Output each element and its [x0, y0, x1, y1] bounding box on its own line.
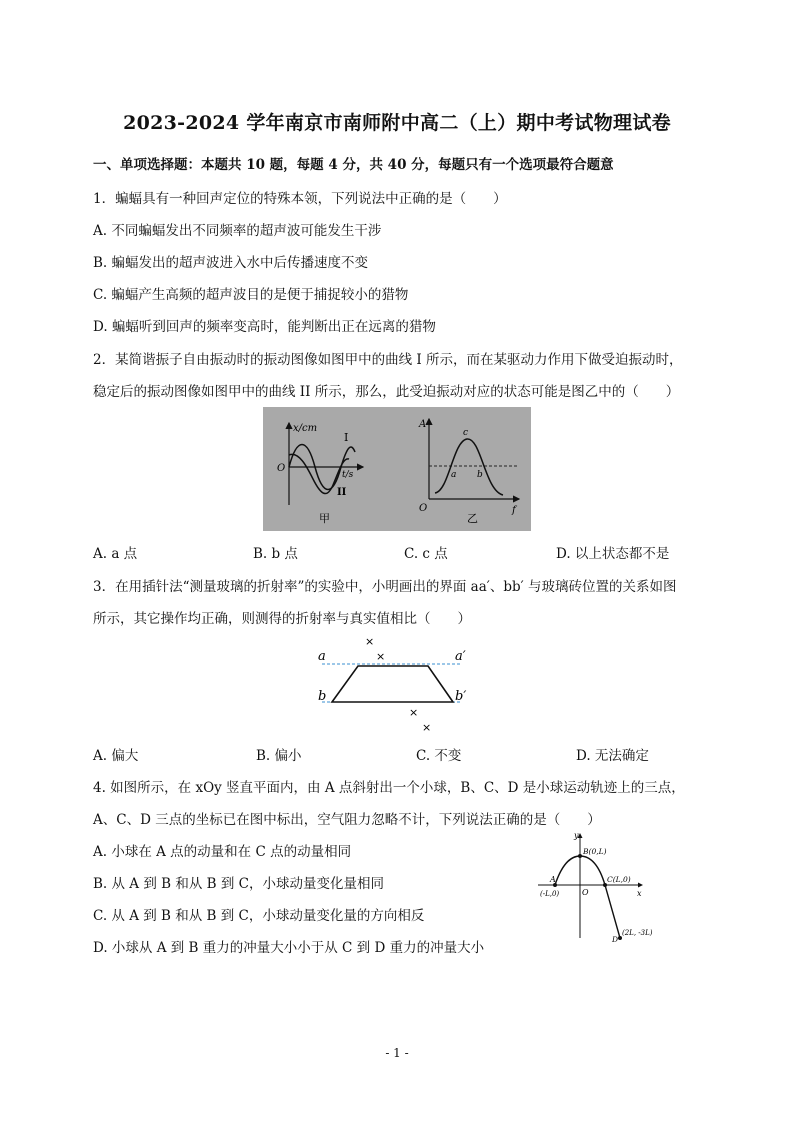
label-a-prime: a′	[455, 649, 466, 664]
yi-origin: O	[419, 503, 428, 514]
label-a: a	[318, 649, 326, 664]
q1-option-d: D. 蝙蝠听到回声的频率变高时，能判断出正在远离的猎物	[93, 319, 436, 335]
q2-option-a: A. a 点	[93, 546, 138, 562]
pin-4: ×	[422, 721, 432, 734]
q4-option-a: A. 小球在 A 点的动量和在 C 点的动量相同	[93, 844, 352, 860]
axis-x-label: x	[637, 889, 642, 898]
graph-yi	[418, 419, 519, 525]
point-a-coord: (-L,0)	[540, 890, 560, 898]
q2-stem-line1: 2．某简谐振子自由振动时的振动图像如图甲中的曲线 I 所示，而在某驱动力作用下做受迫振动时，	[93, 352, 683, 368]
yi-point-b: b	[477, 470, 483, 480]
q3-option-c: C. 不变	[416, 748, 462, 764]
jia-xlabel: t/s	[342, 470, 354, 480]
q1-stem: 1．蝙蝠具有一种回声定位的特殊本领，下列说法中正确的是（ ）	[93, 191, 507, 207]
glass-brick	[332, 666, 453, 702]
jia-label-ii: II	[337, 487, 347, 498]
q4-option-c: C. 从 A 到 B 和从 B 到 C，小球动量变化量的方向相反	[93, 908, 425, 924]
q1-option-b: B. 蝙蝠发出的超声波进入水中后传播速度不变	[93, 255, 369, 271]
yi-point-a: a	[451, 470, 457, 480]
q3-stem-line2: 所示，其它操作均正确，则测得的折射率与真实值相比（ ）	[93, 611, 471, 627]
jia-label-i: I	[344, 431, 349, 444]
q2-stem-line2: 稳定后的振动图像如图甲中的曲线 II 所示，那么，此受迫振动对应的状态可能是图乙中的（ ）	[93, 384, 680, 400]
q4-stem-line1: 4. 如图所示，在 xOy 竖直平面内，由 A 点斜射出一个小球，B、C、D 是小球运动轨迹上的三点，	[93, 780, 685, 796]
pin-2: ×	[376, 650, 386, 663]
q4-option-d: D. 小球从 A 到 B 重力的冲量大小小于从 C 到 D 重力的冲量大小	[93, 940, 485, 956]
label-b-prime: b′	[455, 689, 467, 704]
yi-ylabel: A	[419, 419, 427, 430]
q3-option-d: D. 无法确定	[576, 748, 649, 764]
point-c-label: C(L,0)	[607, 875, 631, 884]
origin-label: O	[582, 888, 589, 897]
page-title: 2023-2024 学年南京市南师附中高二（上）期中考试物理试卷	[123, 112, 671, 134]
jia-origin: O	[277, 463, 286, 474]
q3-stem-line1: 3．在用插针法“测量玻璃的折射率”的实验中，小明画出的界面 aa′、bb′ 与玻璃砖位置的关系如图	[93, 579, 677, 595]
point-d-coord: (2L, -3L)	[622, 929, 653, 937]
section-heading: 一、单项选择题：本题共 10 题，每题 4 分，共 40 分，每题只有一个选项最符合题意	[93, 157, 614, 173]
q4-figure	[530, 828, 660, 944]
trajectory	[555, 856, 620, 938]
q3-option-b: B. 偏小	[256, 748, 302, 764]
q2-option-c: C. c 点	[404, 546, 448, 562]
yi-point-c: c	[463, 428, 469, 438]
graph-jia	[277, 423, 363, 525]
resonance-curve	[435, 439, 503, 495]
q4-option-b: B. 从 A 到 B 和从 B 到 C，小球动量变化量相同	[93, 876, 384, 892]
q4-stem-line2: A、C、D 三点的坐标已在图中标出，空气阻力忽略不计，下列说法正确的是（ ）	[93, 812, 601, 828]
jia-caption: 甲	[319, 512, 330, 525]
q2-figure	[263, 407, 531, 531]
q2-option-d: D. 以上状态都不是	[556, 546, 670, 562]
pin-1: ×	[365, 635, 375, 648]
yi-xlabel: f	[512, 505, 516, 516]
yi-caption: 乙	[467, 512, 478, 525]
page-number: - 1 -	[385, 1046, 409, 1060]
point-b-label: B(0,L)	[583, 847, 607, 856]
point-a-label: A	[550, 875, 556, 884]
q1-option-c: C. 蝙蝠产生高频的超声波目的是便于捕捉较小的猎物	[93, 287, 409, 303]
axis-y-label: y	[574, 831, 579, 840]
label-b: b	[318, 689, 327, 704]
jia-ylabel: x/cm	[293, 423, 318, 434]
point-d-label: D	[612, 935, 619, 944]
pin-3: ×	[409, 706, 419, 719]
q3-figure	[310, 634, 480, 736]
q2-option-b: B. b 点	[253, 546, 298, 562]
q1-option-a: A. 不同蝙蝠发出不同频率的超声波可能发生干涉	[93, 223, 382, 239]
q3-option-a: A. 偏大	[93, 748, 139, 764]
